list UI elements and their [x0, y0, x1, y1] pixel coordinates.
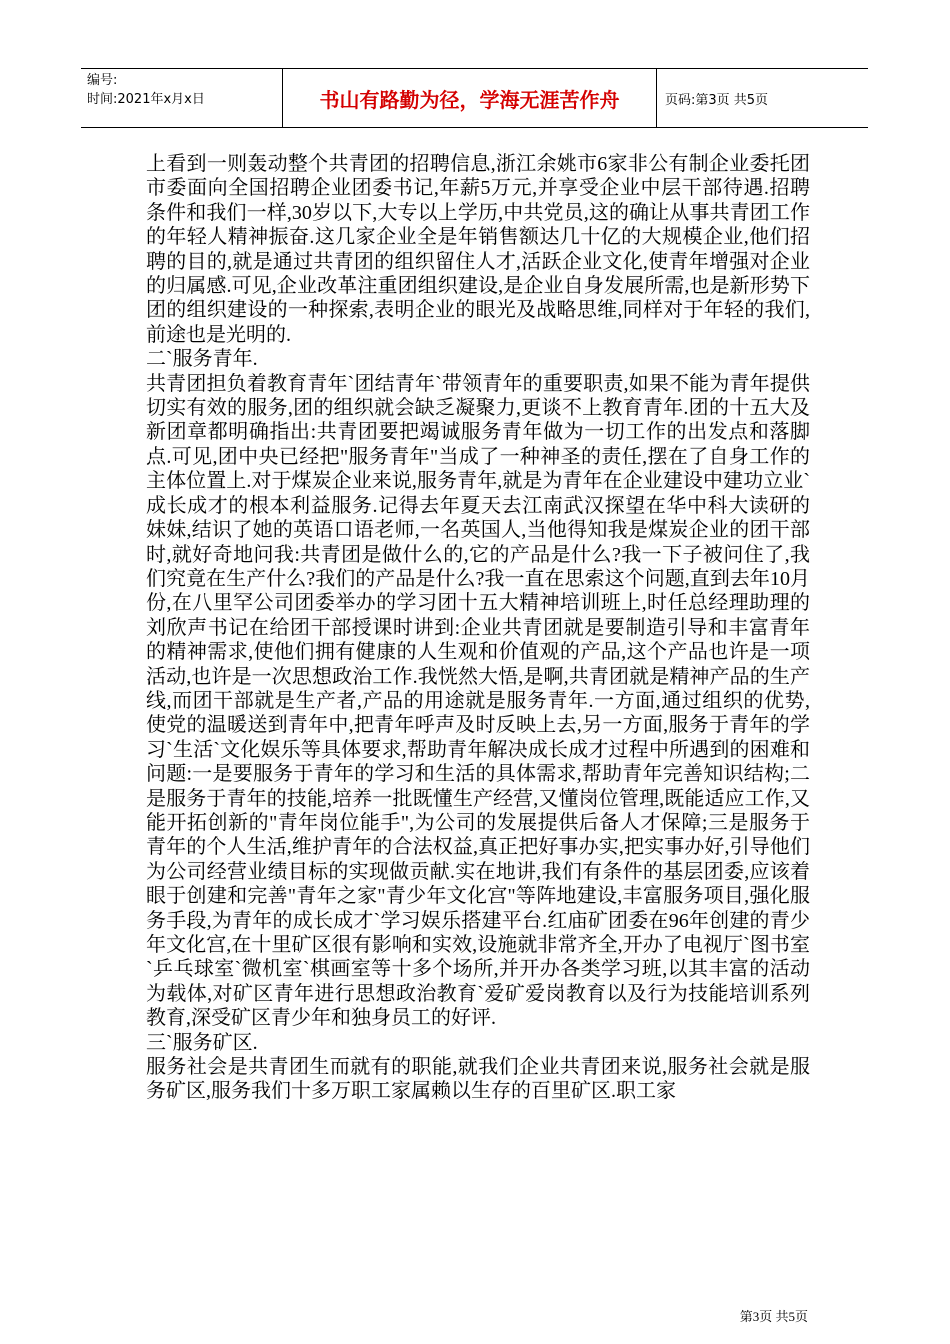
- section-heading: 二`服务青年.: [146, 348, 258, 371]
- body-paragraph: 上看到一则轰动整个共青团的招聘信息,浙江余姚市6家非公有制企业委托团市委面向全国招聘企业团委书记,年薪5万元,并享受企业中层干部待遇.招聘条件和我们一样,30岁以下,大专以上学历,中共党员,这的确让从事共青团工作的年轻人精神振奋.这几家企业全是年销售额达几十亿的大规模企业,他们招聘的目的,就是通过共青团的组织留住人才,活跃企业文化,使青年增强对企业的归属感.可见,企业改革注重团组织建设,是企业自身发展所需,也是新形势下团的组织建设的一种探索,表明企业的眼光及战略思维,同样对于年轻的我们,前途也是光明的.: [146, 153, 810, 346]
- document-header: [81, 68, 868, 128]
- document-time-label: 时间:2021年x月x日: [87, 92, 205, 107]
- document-body: [146, 152, 810, 1104]
- document-number-label: 编号:: [87, 73, 118, 88]
- header-motto: 书山有路勤为径，学海无涯苦作舟: [283, 69, 657, 127]
- header-page-code: 页码:第3页 共5页: [665, 92, 769, 108]
- header-meta-cell: [81, 69, 283, 127]
- section-heading: 三`服务矿区.: [146, 1031, 258, 1054]
- body-paragraph: 服务社会是共青团生而就有的职能,就我们企业共青团来说,服务社会就是服务矿区,服务我们十多万职工家属赖以生存的百里矿区.职工家: [146, 1056, 810, 1103]
- body-paragraph: 共青团担负着教育青年`团结青年`带领青年的重要职责,如果不能为青年提供切实有效的服务,团的组织就会缺乏凝聚力,更谈不上教育青年.团的十五大及新团章都明确指出:共青团要把竭诚服务青年做为一切工作的出发点和落脚点.可见,团中央已经把"服务青年"当成了一种神圣的责任,摆在了自身工作的主体位置上.对于煤炭企业来说,服务青年,就是为青年在企业建设中建功立业`成长成才的根本利益服务.记得去年夏天去江南武汉探望在华中科大读研的妹妹,结识了她的英语口语老师,一名英国人,当他得知我是煤炭企业的团干部时,就好奇地问我:共青团是做什么的,它的产品是什么?我一下子被问住了,我们究竟在生产什么?我们的产品是什么?我一直在思索这个问题,直到去年10月份,在八里罕公司团委举办的学习团十五大精神培训班上,时任总经理助理的刘欣声书记在给团干部授课时讲到:企业共青团就是要制造引导和丰富青年的精神需求,使他们拥有健康的人生观和价值观的产品,这个产品也许是一项活动,也许是一次思想政治工作.我恍然大悟,是啊,共青团就是精神产品的生产线,而团干部就是生产者,产品的用途就是服务青年.一方面,通过组织的优势,使党的温暖送到青年中,把青年呼声及时反映上去,另一方面,服务于青年的学习`生活`文化娱乐等具体要求,帮助青年解决成长成才过程中所遇到的困难和问题:一是要服务于青年的学习和生活的具体需求,帮助青年完善知识结构;二是服务于青年的技能,培养一批既懂生产经营,又懂岗位管理,既能适应工作,又能开拓创新的"青年岗位能手",为公司的发展提供后备人才保障;三是服务于青年的个人生活,维护青年的合法权益,真正把好事办实,把实事办好,引导他们为公司经营业绩目标的实现做贡献.实在地讲,我们有条件的基层团委,应该着眼于创建和完善"青年之家"青少年文化宫"等阵地建设,丰富服务项目,强化服务手段,为青年的成长成才`学习娱乐搭建平台.红庙矿团委在96年创建的青少年文化宫,在十里矿区很有影响和实效,设施就非常齐全,开办了电视厅`图书室`乒乓球室`微机室`棋画室等十多个场所,并开办各类学习班,以其丰富的活动为载体,对矿区青年进行思想政治教育`爱矿爱岗教育以及行为技能培训系列教育,深受矿区青少年和独身员工的好评.: [146, 372, 810, 1030]
- page-footer: 第3页 共5页: [739, 1309, 808, 1324]
